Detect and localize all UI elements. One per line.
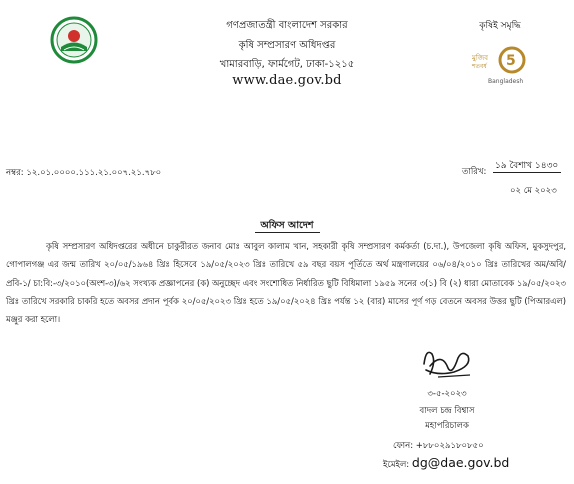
email-address[interactable]: dg@dae.gov.bd xyxy=(411,455,510,470)
signatory-designation: মহাপরিচালক xyxy=(425,421,469,431)
office-address: খামারবাড়ি, ফার্মগেট, ঢাকা-১২১৫ xyxy=(219,59,355,70)
svg-text:5: 5 xyxy=(506,53,516,69)
department-name: কৃষি সম্প্রসারণ অধিদপ্তর xyxy=(238,40,336,51)
date-gregorian: ০২ মে ২০২৩ xyxy=(510,186,557,196)
logo-right-text: Bangladesh xyxy=(488,78,524,85)
order-title-underline xyxy=(255,232,320,233)
phone-row xyxy=(393,439,484,453)
golden-jubilee-logo-icon xyxy=(468,38,526,86)
date-bengali: ১৯ বৈশাখ ১৪৩০ xyxy=(495,161,559,171)
website-url: www.dae.gov.bd xyxy=(232,73,342,88)
dae-logo-icon xyxy=(50,16,98,64)
email-row xyxy=(383,455,509,472)
date-divider xyxy=(493,172,561,173)
date-label: তারিখ: xyxy=(462,167,487,177)
order-title: অফিস আদেশ xyxy=(260,220,314,231)
signature-icon xyxy=(418,344,476,382)
memo-number: নম্বর: ১২.০১.০০০০.১১১.২১.০০৭.২১.৭৮০ xyxy=(6,168,162,178)
tagline-right: কৃষিই সমৃদ্ধি xyxy=(479,21,521,31)
phone-label: ফোন: xyxy=(393,441,414,451)
signatory-name: বাদল চন্দ্র বিশ্বাস xyxy=(419,406,475,416)
email-label: ইমেইল: xyxy=(383,460,410,470)
govt-name: গণপ্রজাতন্ত্রী বাংলাদেশ সরকার xyxy=(226,20,348,31)
svg-text:মুজিব: মুজিব xyxy=(472,54,489,62)
order-body: কৃষি সম্প্রসারণ অধিদপ্তরের অধীনে চাকুরীরত জনাব মোঃ আবুল কালাম খান, সহকারী কৃষি সম্প্রসারণ কর্মকর্তা (চ.দা.), উপজেলা কৃষি অফিস, মুকসুদপুর, গোপালগঞ্জ এর জন্ম তারিখ ২০/০৫/১৯৬৪ খ্রিঃ হিসেবে ১৯/০৫/২০২৩ খ্রিঃ তারিখে ৫৯ বছর বয়স পূর্তিতে অর্থ মন্ত্রণালয়ের ০৬/০৪/২০১০ খ্রিঃ তারিখের অম/অবি/প্রবি-১/ চা:বি:-৩/২০১০(অংশ-৩)/৬২ সংখ্যক প্রজ্ঞাপনের (ক) অনুচ্ছেদ এবং সংশোধিত নির্ধারিত ছুটি বিধিমালা ১৯৫৯ সনের ৩(১) বি (২) ধারা মোতাবেক ১৯/০৫/২০২৩ খ্রিঃ তারিখে সরকারি চাকরি হতে অবসর প্রদান পূর্বক ২০/০৫/২০২৩ খ্রিঃ হতে ১৯/০৫/২০২৪ খ্রিঃ পর্যন্ত ১২ (বার) মাসের পূর্ণ গড় বেতনে অবসর উত্তর ছুটি (পিআরএল) মঞ্জুর করা হলো। xyxy=(6,241,566,325)
phone-number: +৮৮০২৯১৮০৮৫০ xyxy=(415,441,484,451)
signature-date: ৩-৫-২০২৩ xyxy=(427,389,467,399)
svg-text:শতবর্ষ: শতবর্ষ xyxy=(472,63,487,70)
